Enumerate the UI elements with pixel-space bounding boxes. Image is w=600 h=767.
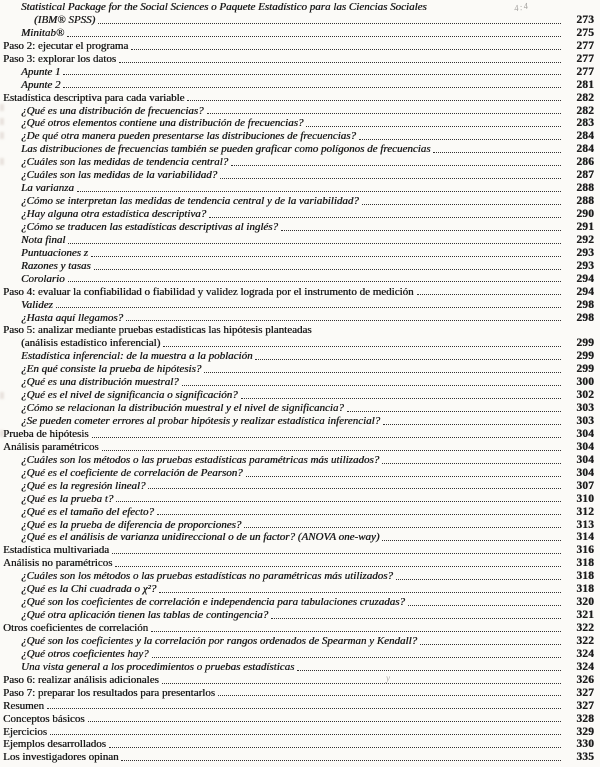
toc-entry-text: ¿Qué es una distribución de frecuencias?: [21, 104, 204, 117]
toc-row: [3, 635, 594, 648]
scan-smudge: [0, 132, 4, 139]
dot-leader: [382, 454, 561, 464]
toc-row: [3, 105, 594, 118]
page-number: 293: [576, 259, 594, 272]
page-number: 286: [576, 156, 594, 169]
page-number: 313: [576, 518, 594, 531]
page-number: 318: [576, 570, 594, 583]
toc-entry-text: Otros coeficientes de correlación: [3, 622, 149, 634]
page-number: 307: [576, 479, 594, 492]
toc-row: [3, 544, 594, 557]
toc-entry-text: Validez: [21, 298, 53, 311]
toc-row: [3, 53, 594, 66]
dot-leader: [77, 182, 561, 192]
dot-leader: [131, 40, 561, 50]
pencil-mark: 4:4: [513, 0, 530, 14]
toc-row: [3, 27, 594, 40]
page-number: 298: [576, 298, 594, 311]
page-number: 294: [576, 272, 594, 285]
page-number: 273: [576, 13, 594, 26]
page-number: 291: [576, 220, 594, 233]
page-number: 312: [576, 505, 594, 518]
toc-entry-text: Razones y tasas: [21, 259, 91, 272]
dot-leader: [126, 312, 561, 322]
page-number: 282: [576, 91, 594, 104]
dot-leader: [382, 531, 561, 541]
stray-ink-mark: y: [386, 673, 390, 683]
dot-leader: [347, 402, 561, 412]
toc-entry-text: ¿Hay alguna otra estadística descriptiva?: [21, 208, 207, 220]
toc-entry-text: ¿Cuáles son los métodos o las pruebas estadísticas paramétricas más utilizados?: [21, 453, 380, 466]
dot-leader: [207, 105, 561, 115]
toc-entry-text: Los investigadores opinan: [3, 751, 119, 764]
toc-row: [3, 1, 594, 14]
page-number: 330: [576, 738, 594, 751]
toc-row: [3, 79, 594, 92]
dot-leader: [157, 506, 561, 516]
toc-row: [3, 428, 594, 441]
toc-row: [3, 117, 594, 130]
dot-leader: [246, 467, 561, 477]
dot-leader: [433, 143, 561, 153]
toc-entry-text: Conceptos básicos: [3, 712, 85, 725]
scan-smudge: [0, 118, 4, 125]
toc-entry-text: ¿Qué son los coeficientes de correlación e independencia para tabulaciones cruzadas?: [21, 596, 405, 609]
page-number: 304: [576, 466, 594, 479]
toc-row: [3, 195, 594, 208]
toc-entry-text: Estadística inferencial: de la muestra a la población: [21, 350, 253, 363]
toc-entry-text: ¿Cuáles son las medidas de la variabilidad?: [21, 169, 218, 182]
toc-row: [3, 700, 594, 713]
toc-entry-text: ¿Qué son los coeficientes y la correlación por rangos ordenados de Spearman y Kendall?: [21, 634, 418, 647]
toc-entry-text: Análisis paramétricos: [3, 440, 99, 453]
toc-row: [3, 350, 594, 363]
toc-row: [3, 738, 594, 751]
toc-row: [3, 156, 594, 169]
page-number: 321: [576, 609, 594, 622]
toc-row: [3, 273, 594, 286]
toc-entry-text: ¿Cómo se relacionan la distribución muestral y el nivel de significancia?: [21, 402, 344, 415]
dot-leader: [187, 92, 561, 102]
page-number: 324: [576, 660, 594, 673]
toc-entry-text: ¿Qué es la Chi cuadrada o χ²?: [21, 583, 157, 596]
toc-row: [3, 389, 594, 402]
toc-row: [3, 441, 594, 454]
toc-row: [3, 467, 594, 480]
page-number: 335: [576, 751, 594, 764]
toc-entry-text: Puntuaciones z: [21, 246, 88, 259]
page-number: 322: [576, 622, 594, 634]
toc-row: [3, 493, 594, 506]
page-number: 318: [576, 583, 594, 596]
dot-leader: [297, 661, 561, 671]
toc-entry-text: ¿Cómo se traducen las estadísticas descriptivas al inglés?: [21, 220, 278, 233]
toc-entry-text: Paso 3: explorar los datos: [3, 52, 117, 65]
toc-row: [3, 299, 594, 312]
dot-leader: [121, 751, 561, 761]
dot-leader: [408, 596, 561, 606]
dot-leader: [218, 687, 561, 697]
page-number: 302: [576, 389, 594, 402]
toc-entry-text: Corolario: [21, 272, 65, 285]
toc-row: [3, 674, 594, 687]
toc-entry-text: Paso 7: preparar los resultados para presentarlos: [3, 686, 215, 699]
page-number: 314: [576, 531, 594, 544]
dot-leader: [92, 428, 561, 438]
page-number: 277: [576, 39, 594, 52]
page-number: 300: [576, 376, 594, 389]
page-number: 329: [576, 725, 594, 738]
page-number: 281: [576, 78, 594, 91]
toc-row: [3, 324, 594, 337]
toc-entry-text: ¿Qué es el análisis de varianza unidireccional o de un factor? (ANOVA one-way): [21, 531, 380, 544]
toc-entry-text: ¿En qué consiste la prueba de hipótesis?: [21, 363, 202, 376]
dot-leader: [220, 169, 561, 179]
dot-leader: [383, 415, 561, 425]
toc-entry-text: Ejemplos desarrollados: [3, 738, 106, 751]
page-number: 327: [576, 686, 594, 699]
toc-row: [3, 143, 594, 156]
page-number: 299: [576, 350, 594, 363]
toc-row: [3, 531, 594, 544]
toc-row: [3, 66, 594, 79]
toc-entry-text: ¿Qué es la regresión lineal?: [21, 479, 146, 492]
toc-entry-text: ¿Cómo se interpretan las medidas de tendencia central y de la variabilidad?: [21, 195, 359, 208]
toc-row: [3, 726, 594, 739]
toc-row: [3, 661, 594, 674]
toc-row: [3, 609, 594, 622]
page-number: 328: [576, 712, 594, 725]
scan-smudge: [0, 392, 4, 399]
toc-row: [3, 376, 594, 389]
page-number: 318: [576, 557, 594, 570]
dot-leader: [119, 53, 561, 63]
toc-row: [3, 648, 594, 661]
dot-leader: [306, 117, 561, 127]
dot-leader: [359, 130, 561, 140]
page-number: 282: [576, 104, 594, 117]
dot-leader: [88, 713, 561, 723]
toc-row: [3, 713, 594, 726]
toc-entry-text: ¿Qué es la prueba de diferencia de proporciones?: [21, 518, 242, 531]
page-number: 304: [576, 427, 594, 440]
dot-leader: [98, 14, 561, 24]
dot-leader: [271, 609, 561, 619]
page-number: 322: [576, 634, 594, 647]
dot-leader: [231, 156, 561, 166]
toc-entry-text: Minitab®: [21, 26, 65, 39]
page-number: 288: [576, 195, 594, 208]
page-number: 283: [576, 117, 594, 130]
toc-entry-text: Prueba de hipótesis: [3, 427, 89, 440]
page-number: 277: [576, 52, 594, 65]
toc-row: [3, 130, 594, 143]
toc-row: [3, 234, 594, 247]
dot-leader: [50, 726, 561, 736]
page-number: 292: [576, 233, 594, 246]
toc-entry-text: Paso 6: realizar análisis adicionales: [3, 673, 159, 686]
toc-entry-text: Resumen: [3, 699, 44, 712]
dot-leader: [417, 286, 561, 296]
toc-entry-text: Ejercicios: [3, 725, 47, 738]
toc-entry-text: La varianza: [21, 182, 74, 195]
dot-leader: [396, 570, 561, 580]
toc-entry-text: ¿Qué es el tamaño del efecto?: [21, 505, 154, 518]
scan-smudge: [0, 430, 4, 437]
dot-leader: [91, 247, 561, 257]
dot-leader: [241, 389, 561, 399]
toc-entry-text: ¿Qué es la prueba t?: [21, 492, 114, 505]
page-number: 277: [576, 65, 594, 78]
toc-row: [3, 14, 594, 27]
dot-leader: [67, 27, 561, 37]
toc-row: [3, 622, 594, 635]
toc-row: [3, 519, 594, 532]
toc-row: [3, 570, 594, 583]
toc-entry-text: Estadística descriptiva para cada variable: [3, 91, 185, 104]
page-number: 324: [576, 647, 594, 660]
page-number: 275: [576, 26, 594, 39]
dot-leader: [68, 234, 561, 244]
toc-entry-text: Statistical Package for the Social Sciences o Paquete Estadístico para las Ciencias Sociales: [21, 1, 427, 13]
toc-row: [3, 312, 594, 325]
dot-leader: [163, 337, 561, 347]
toc-entry-text: Análisis no paramétricos: [3, 557, 113, 570]
dot-leader: [94, 260, 561, 270]
toc-entry-text: Paso 4: evaluar la confiabilidad o fiabilidad y validez lograda por el instrumento de medición: [3, 285, 414, 298]
toc-row: [3, 182, 594, 195]
dot-leader: [115, 557, 561, 567]
page-number: 284: [576, 130, 594, 143]
page-number: 303: [576, 415, 594, 427]
toc-row: [3, 169, 594, 182]
dot-leader: [56, 299, 561, 309]
page-number: 288: [576, 182, 594, 195]
dot-leader: [159, 583, 561, 593]
page-number: 294: [576, 285, 594, 298]
page-number: 290: [576, 208, 594, 220]
toc-row: [3, 221, 594, 234]
dot-leader: [362, 195, 561, 205]
dot-leader: [209, 208, 561, 218]
toc-row: [3, 583, 594, 596]
page-number: 287: [576, 169, 594, 182]
toc-entry-text: Estadística multivariada: [3, 544, 109, 557]
toc-entry-text: Nota final: [21, 233, 66, 246]
toc-entry-text: Una vista general a los procedimientos o pruebas estadísticas: [21, 660, 295, 673]
dot-leader: [281, 221, 561, 231]
toc-entry-text: Paso 2: ejecutar el programa: [3, 39, 129, 52]
dot-leader: [112, 544, 561, 554]
toc-row: [3, 751, 594, 764]
toc-entry-text: Apunte 1: [21, 65, 61, 78]
dot-leader: [151, 622, 561, 632]
dot-leader: [148, 480, 561, 490]
toc-row: [3, 480, 594, 493]
toc-entry-text: Las distribuciones de frecuencias también se pueden graficar como polígonos de frecuencias: [21, 143, 431, 156]
toc-entry-text: ¿Qué otra aplicación tienen las tablas de contingencia?: [21, 609, 269, 622]
page-number: 299: [576, 337, 594, 350]
toc-entry-text: ¿Qué otros elementos contiene una distribución de frecuencias?: [21, 117, 304, 130]
dot-leader: [102, 441, 561, 451]
toc-entry-text: Paso 5: analizar mediante pruebas estadísticas las hipótesis planteadas: [3, 324, 312, 337]
page-number: 327: [576, 699, 594, 712]
toc-entry-text: Apunte 2: [21, 78, 61, 91]
page-number: 303: [576, 402, 594, 415]
page-number: 326: [576, 673, 594, 686]
toc-entry-text: ¿Qué es el nivel de significancia o significación?: [21, 389, 238, 402]
dot-leader: [152, 648, 561, 658]
page-number: 298: [576, 311, 594, 324]
dot-leader: [244, 519, 561, 529]
dot-leader: [162, 674, 561, 684]
toc-entry-text: ¿Se pueden cometer errores al probar hipótesis y realizar estadística inferencial?: [21, 415, 381, 427]
toc-entry-text: ¿De qué otra manera pueden presentarse las distribuciones de frecuencias?: [21, 130, 356, 143]
page-number: 293: [576, 246, 594, 259]
toc-row: [3, 260, 594, 273]
dot-leader: [63, 79, 561, 89]
dot-leader: [182, 376, 561, 386]
scan-smudge: [0, 158, 4, 165]
toc-entry-text: ¿Qué otros coeficientes hay?: [21, 647, 149, 660]
toc-row: [3, 402, 594, 415]
toc-entry-text: ¿Hasta aquí llegamos?: [21, 311, 124, 324]
toc-row: [3, 415, 594, 428]
toc-entry-text: ¿Qué es una distribución muestral?: [21, 376, 179, 389]
page-number: 320: [576, 596, 594, 609]
toc-row: [3, 454, 594, 467]
page-number: 310: [576, 492, 594, 505]
toc-entry-text: (IBM® SPSS): [34, 13, 96, 26]
toc-row: [3, 687, 594, 700]
scan-smudge: [0, 104, 4, 111]
dot-leader: [420, 635, 561, 645]
toc-list: [3, 1, 594, 764]
toc-row: [3, 596, 594, 609]
toc-row: [3, 40, 594, 53]
page-number: 299: [576, 363, 594, 376]
dot-leader: [47, 700, 561, 710]
toc-row: [3, 337, 594, 350]
page-number: 304: [576, 440, 594, 453]
toc-entry-text: ¿Qué es el coeficiente de correlación de Pearson?: [21, 466, 243, 479]
page-number: 316: [576, 544, 594, 557]
toc-entry-text: ¿Cuáles son los métodos o las pruebas estadísticas no paramétricas más utilizados?: [21, 570, 393, 583]
toc-row: [3, 557, 594, 570]
dot-leader: [109, 738, 561, 748]
toc-row: [3, 92, 594, 105]
dot-leader: [63, 66, 561, 76]
toc-row: [3, 286, 594, 299]
toc-row: [3, 247, 594, 260]
toc-row: [3, 363, 594, 376]
dot-leader: [116, 493, 561, 503]
dot-leader: [68, 273, 561, 283]
dot-leader: [204, 363, 561, 373]
toc-entry-text: ¿Cuáles son las medidas de tendencia central?: [21, 156, 229, 169]
toc-row: [3, 506, 594, 519]
dot-leader: [255, 350, 561, 360]
toc-entry-text: (análisis estadístico inferencial): [21, 337, 161, 350]
toc-row: [3, 208, 594, 221]
page-number: 284: [576, 143, 594, 156]
page-number: 304: [576, 453, 594, 466]
